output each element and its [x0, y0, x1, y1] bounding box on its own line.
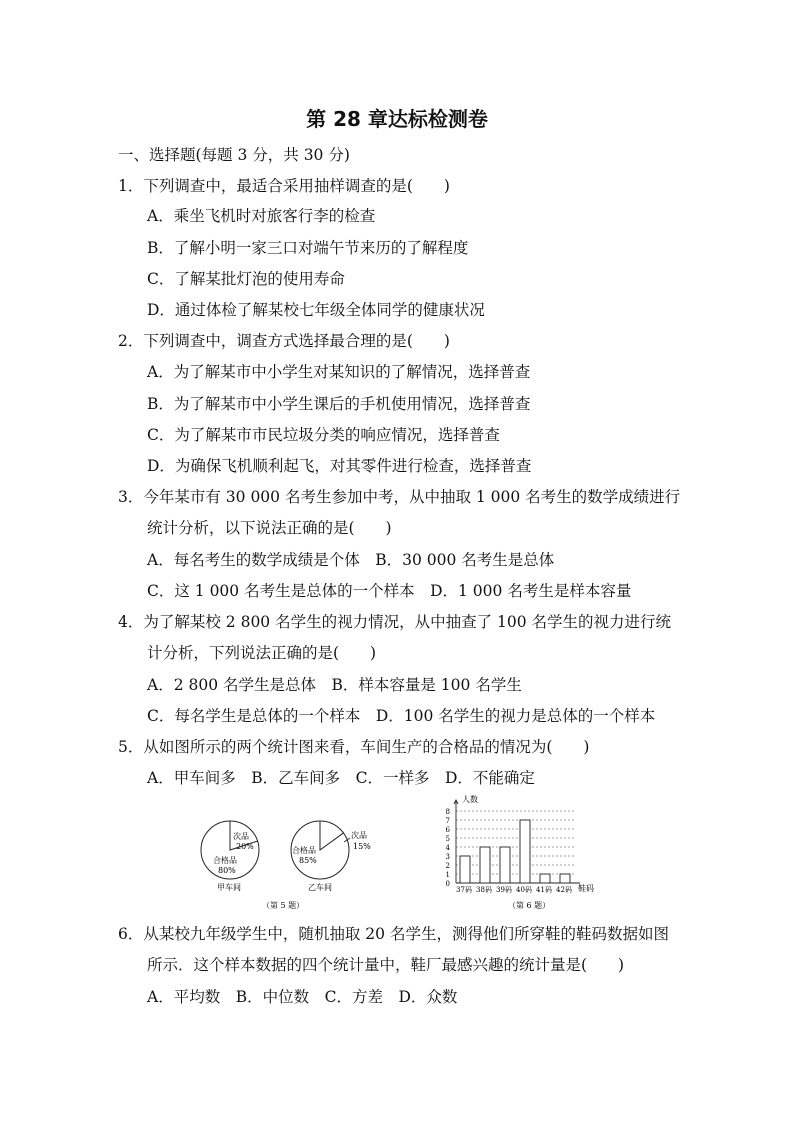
q4-options-cd: C．每名学生是总体的一个样本 D．100 名学生的视力是总体的一个样本: [147, 707, 656, 725]
figure-5-pie-charts: [0, 790, 794, 920]
figure-6-bar-chart: [446, 794, 594, 910]
bar-41码: [540, 874, 550, 883]
question-5-stem: 5．从如图所示的两个统计图来看，车间生产的合格品的情况为( ): [118, 738, 590, 756]
pie-a-defect-pct: 20%: [236, 842, 254, 851]
figure-5-caption: （第 5 题）: [262, 901, 305, 910]
q2-option-c: C．为了解某市市民垃圾分类的响应情况，选择普查: [147, 426, 500, 444]
question-3-stem-line-2: 统计分析，以下说法正确的是( ): [147, 519, 392, 537]
pie-b-defect-pct: 15%: [353, 842, 371, 851]
bar-chart-xtick-label: 38码: [476, 886, 492, 894]
q3-options-ab: A．每名考生的数学成绩是个体 B．30 000 名考生是总体: [147, 551, 555, 569]
bar-42码: [560, 874, 570, 883]
bar-chart-ytick-label: 5: [445, 835, 450, 843]
bar-chart-xtick-label: 42码: [556, 886, 572, 894]
bar-chart-ytick-label: 8: [445, 808, 450, 816]
q6-options: A．平均数 B．中位数 C．方差 D．众数: [147, 988, 458, 1006]
bar-38码: [480, 847, 490, 883]
bar-chart-ylabel: 人数: [462, 795, 478, 804]
q2-option-d: D．为确保飞机顺利起飞，对其零件进行检查，选择普查: [147, 457, 532, 475]
bar-chart-ytick-label: 4: [445, 844, 450, 852]
pie-a-pass-pct: 80%: [218, 866, 236, 875]
pie-a-pass-label: 合格品: [213, 856, 237, 865]
bar-40码: [520, 820, 530, 883]
page-title: 第 28 章达标检测卷: [306, 107, 488, 131]
bar-chart-ytick-label: 1: [445, 871, 450, 879]
question-4-stem-line-2: 计分析，下列说法正确的是( ): [147, 644, 377, 662]
bar-chart-xlabel: 鞋码: [578, 884, 594, 893]
pie-chart-yi: [291, 821, 371, 892]
bar-39码: [500, 847, 510, 883]
pie-b-defect-label: 次品: [351, 831, 367, 840]
bar-chart-ytick-label: 2: [445, 862, 450, 870]
pie-chart-jia: [201, 821, 259, 892]
q1-option-c: C．了解某批灯泡的使用寿命: [147, 270, 345, 288]
pie-a-defect-label: 次品: [233, 832, 249, 841]
bar-chart-xtick-label: 37码: [456, 886, 472, 894]
question-1-stem: 1．下列调查中，最适合采用抽样调查的是( ): [118, 177, 450, 195]
section-heading: 一、选择题(每题 3 分，共 30 分): [118, 146, 350, 164]
pie-b-pass-label: 合格品: [292, 846, 316, 855]
q1-option-d: D．通过体检了解某校七年级全体同学的健康状况: [147, 301, 485, 319]
bar-37码: [460, 856, 470, 883]
figure-6-caption: （第 6 题）: [508, 901, 551, 910]
question-6-stem-line-1: 6．从某校九年级学生中，随机抽取 20 名学生，测得他们所穿鞋的鞋码数据如图: [118, 925, 669, 943]
pie-a-name: 甲车间: [217, 883, 241, 892]
question-4-stem-line-1: 4．为了解某校 2 800 名学生的视力情况，从中抽查了 100 名学生的视力进行统: [118, 613, 672, 631]
q2-option-a: A．为了解某市中小学生对某知识的了解情况，选择普查: [147, 363, 531, 381]
bar-chart-ytick-label: 7: [445, 817, 450, 825]
q1-option-b: B．了解小明一家三口对端午节来历的了解程度: [147, 239, 469, 257]
bar-chart-ytick-label: 6: [445, 826, 450, 834]
bar-chart-ytick-label: 3: [445, 853, 450, 861]
question-3-stem-line-1: 3．今年某市有 30 000 名考生参加中考，从中抽取 1 000 名考生的数学成绩进行: [118, 488, 681, 506]
bar-chart-ytick-label: 0: [445, 880, 450, 888]
question-2-stem: 2．下列调查中，调查方式选择最合理的是( ): [118, 332, 450, 350]
bar-chart-xtick-label: 40码: [516, 886, 532, 894]
pie-b-pass-pct: 85%: [299, 856, 317, 865]
question-6-stem-line-2: 所示．这个样本数据的四个统计量中，鞋厂最感兴趣的统计量是( ): [147, 956, 625, 974]
q4-options-ab: A．2 800 名学生是总体 B．样本容量是 100 名学生: [147, 676, 522, 694]
bar-chart-xtick-label: 41码: [536, 886, 552, 894]
bar-chart-xtick-label: 39码: [496, 886, 512, 894]
pie-b-name: 乙车间: [308, 883, 332, 892]
q2-option-b: B．为了解某市中小学生课后的手机使用情况，选择普查: [147, 395, 531, 413]
q3-options-cd: C．这 1 000 名考生是总体的一个样本 D．1 000 名考生是样本容量: [147, 582, 632, 600]
q5-options: A．甲车间多 B．乙车间多 C．一样多 D．不能确定: [147, 769, 535, 787]
q1-option-a: A．乘坐飞机时对旅客行李的检查: [147, 207, 376, 225]
